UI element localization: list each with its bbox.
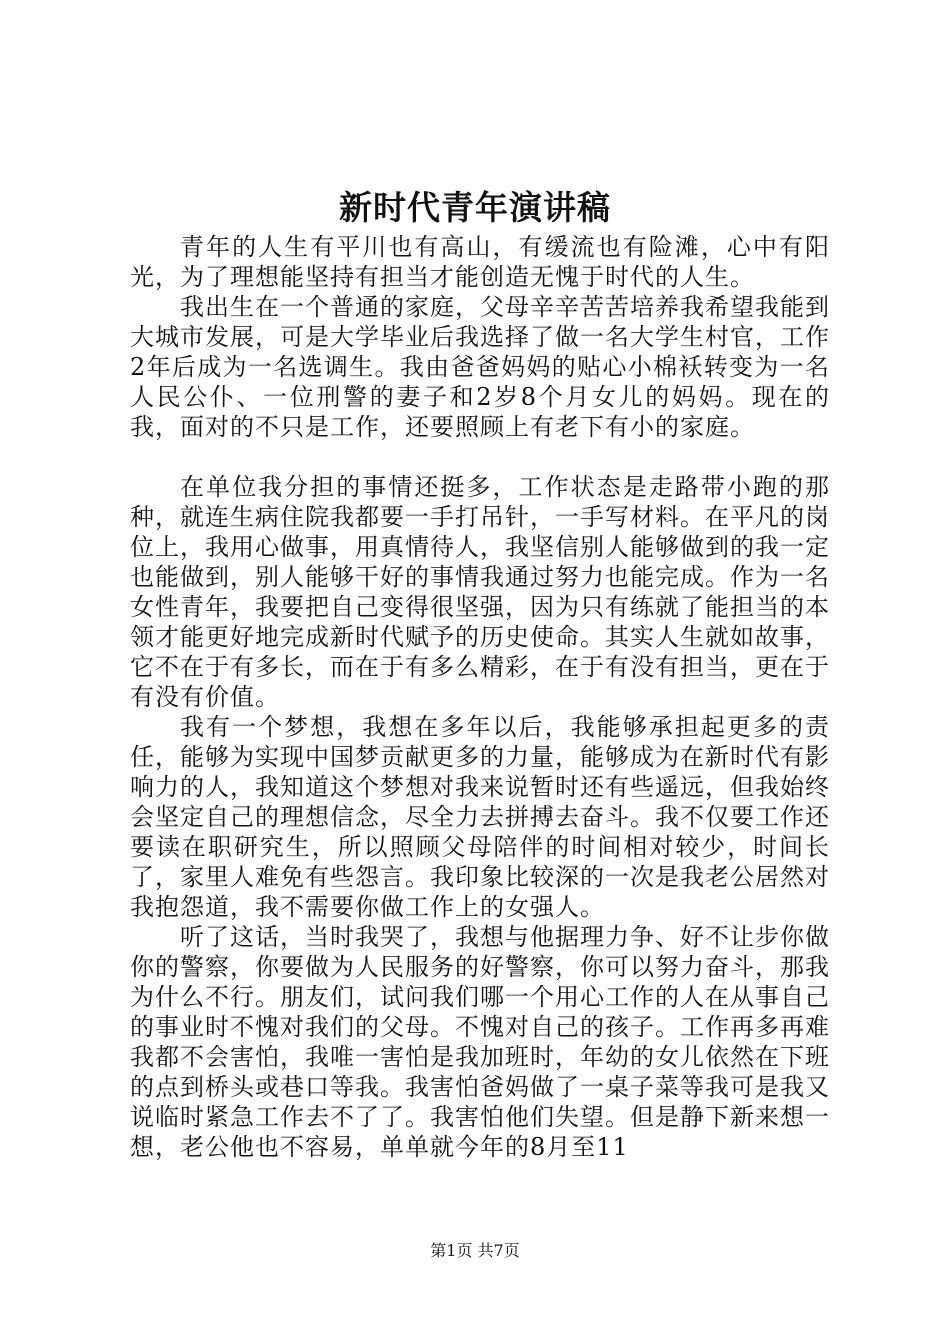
page-number-footer: 第1页 共7页 bbox=[430, 1241, 520, 1260]
document-title: 新时代青年演讲稿 bbox=[339, 188, 611, 227]
paragraph-2: 我出生在一个普通的家庭，父母辛辛苦苦培养我希望我能到大城市发展，可是大学毕业后我选择了做一名大学生村官，工作2年后成为一名选调生。我由爸爸妈妈的贴心小棉袄转变为一名人民公仆、一位刑警的妻子和2岁8个月女儿的妈妈。现在的我，面对的不只是工作，还要照顾上有老下有小的家庭。 bbox=[130, 293, 830, 441]
paragraph-3: 在单位我分担的事情还挺多，工作状态是走路带小跑的那种，就连生病住院我都要一手打吊针，一手写材料。在平凡的岗位上，我用心做事，用真情待人，我坚信别人能够做到的我一定也能做到，别人能够干好的事情我通过努力也能完成。作为一名女性青年，我要把自己变得很坚强，因为只有练就了能担当的本领才能更好地完成新时代赋予的历史使命。其实人生就如故事，它不在于有多长，而在于有多么精彩，在于有没有担当，更在于有没有价值。 bbox=[130, 473, 830, 711]
document-body bbox=[130, 232, 830, 1162]
paragraph-5: 听了这话，当时我哭了，我想与他据理力争、好不让步你做你的警察，你要做为人民服务的好警察，你可以努力奋斗，那我为什么不行。朋友们，试问我们哪一个用心工作的人在从事自己的事业时不愧对我们的父母。不愧对自己的孩子。工作再多再难我都不会害怕，我唯一害怕是我加班时，年幼的女儿依然在下班的点到桥头或巷口等我。我害怕爸妈做了一桌子菜等我可是我又说临时紧急工作去不了了。我害怕他们失望。但是静下新来想一想，老公他也不容易，单单就今年的8月至11 bbox=[130, 923, 830, 1161]
paragraph-4: 我有一个梦想，我想在多年以后，我能够承担起更多的责任，能够为实现中国梦贡献更多的力量，能够成为在新时代有影响力的人，我知道这个梦想对我来说暂时还有些遥远，但我始终会坚定自己的理想信念，尽全力去拼搏去奋斗。我不仅要工作还要读在职研究生，所以照顾父母陪伴的时间相对较少，时间长了，家里人难免有些怨言。我印象比较深的一次是我老公居然对我抱怨道，我不需要你做工作上的女强人。 bbox=[130, 713, 830, 921]
paragraph-1: 青年的人生有平川也有高山，有缓流也有险滩，心中有阳光，为了理想能坚持有担当才能创造无愧于时代的人生。 bbox=[130, 233, 830, 291]
